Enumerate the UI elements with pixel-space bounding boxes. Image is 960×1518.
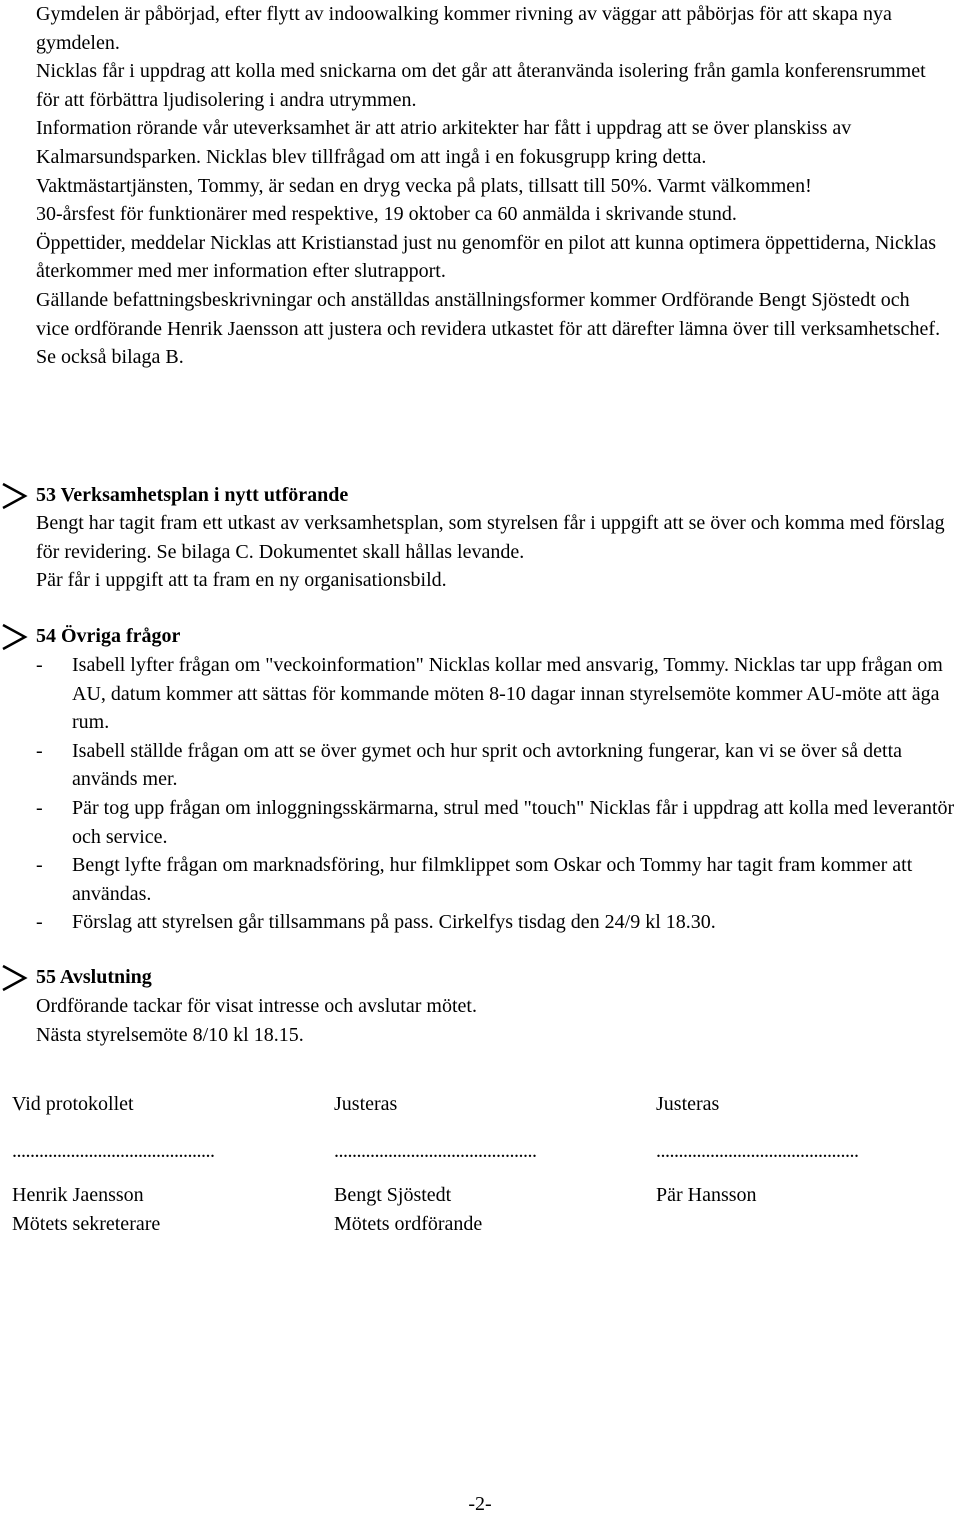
signature-line: ............................................. (334, 1139, 537, 1162)
signature-name: Pär Hansson (656, 1184, 757, 1207)
signature-block-chair (334, 1090, 634, 1238)
signature-block-secretary (12, 1090, 312, 1238)
dash-bullet: - (36, 654, 43, 676)
paragraph: Bengt har tagit fram ett utkast av verksamhetsplan, som styrelsen får i uppgift att se över och komma med förslag för revidering. Se bilaga C. Dokumentet skall hållas levande. (36, 512, 945, 563)
list-item (36, 851, 956, 908)
section-55-body (36, 992, 946, 1049)
signature-line: ............................................. (656, 1139, 859, 1162)
signature-name: Henrik Jaensson (12, 1184, 144, 1207)
paragraph: Vaktmästartjänsten, Tommy, är sedan en dryg vecka på plats, tillsatt till 50%. Varmt välkommen! (36, 174, 812, 197)
list-item (36, 794, 956, 851)
arrow-bullet-icon (0, 481, 32, 511)
paragraph: 30-årsfest för funktionärer med respektive, 19 oktober ca 60 anmälda i skrivande stund. (36, 203, 737, 226)
list-item-text: Pär tog upp frågan om inloggningsskärmarna, strul med "touch" Nicklas får i uppdrag att kolla med leverantör och service. (72, 796, 955, 848)
dash-bullet: - (36, 911, 43, 934)
section-55-title: 55 Avslutning (36, 966, 152, 988)
list-item-text: Isabell lyfter frågan om "veckoinformation" Nicklas kollar med ansvarig, Tommy. Nicklas tar upp frågan om AU, datum kommer att sättas för kommande möten 8-10 dagar innan styrelsemöte kommer AU-möte att äga rum. (72, 654, 943, 734)
arrow-bullet-icon (0, 963, 32, 993)
list-item (36, 908, 956, 937)
signature-role: Mötets ordförande (334, 1212, 483, 1235)
dash-bullet: - (36, 739, 43, 762)
paragraph: Ordförande tackar för visat intresse och avslutar mötet. (36, 995, 477, 1017)
paragraph: Information rörande vår uteverksamhet är att atrio arkitekter har fått i uppdrag att se över planskiss av Kalmarsundsparken. Nicklas blev tillfrågad om att ingå i en fokusgrupp kring detta. (36, 117, 852, 168)
paragraph: Gymdelen är påbörjad, efter flytt av indoowalking kommer rivning av väggar att påbörjas för att skapa nya gymdelen. (36, 3, 892, 54)
paragraph: Gällande befattningsbeskrivningar och anställdas anställningsformer kommer Ordförande Bengt Sjöstedt och vice ordförande Henrik Jaensson att justera och revidera utkastet för att därefter lämna över till verksamhetschef. (36, 288, 941, 340)
signature-role: Mötets sekreterare (12, 1212, 161, 1235)
paragraph: Pär får i uppgift att ta fram en ny organisationsbild. (36, 569, 447, 592)
list-item-text: Bengt lyfte frågan om marknadsföring, hur filmklippet som Oskar och Tommy har tagit fram kommer att användas. (72, 854, 913, 905)
section-54-title: 54 Övriga frågor (36, 625, 181, 647)
arrow-bullet-icon (0, 622, 32, 652)
signature-heading: Justeras (334, 1093, 398, 1115)
signature-heading: Justeras (656, 1093, 720, 1115)
section-54-list (36, 651, 956, 937)
list-item-text: Förslag att styrelsen går tillsammans på pass. Cirkelfys tisdag den 24/9 kl 18.30. (72, 911, 716, 934)
section-53-body (36, 509, 946, 595)
dash-bullet: - (36, 854, 43, 877)
intro-section (36, 0, 942, 372)
list-item-text: Isabell ställde frågan om att se över gymet och hur sprit och avtorkning fungerar, kan vi se över så detta används mer. (72, 739, 903, 791)
dash-bullet: - (36, 796, 43, 819)
paragraph: Nicklas får i uppdrag att kolla med snickarna om det går att återanvända isolering från gamla konferensrummet för att förbättra ljudisolering i andra utrymmen. (36, 60, 926, 111)
paragraph: Nästa styrelsemöte 8/10 kl 18.15. (36, 1023, 304, 1046)
signature-heading: Vid protokollet (12, 1093, 134, 1115)
page-number: -2- (468, 1493, 492, 1515)
list-item (36, 737, 956, 794)
paragraph: Se också bilaga B. (36, 346, 184, 369)
signature-line: ............................................. (12, 1139, 215, 1162)
paragraph: Öppettider, meddelar Nicklas att Kristianstad just nu genomför en pilot att kunna optimera öppettiderna, Nicklas återkommer med mer information efter slutrapport. (36, 231, 937, 283)
list-item (36, 651, 956, 737)
signature-block-adjuster (656, 1090, 956, 1210)
signature-name: Bengt Sjöstedt (334, 1184, 452, 1207)
section-53-title: 53 Verksamhetsplan i nytt utförande (36, 484, 349, 506)
